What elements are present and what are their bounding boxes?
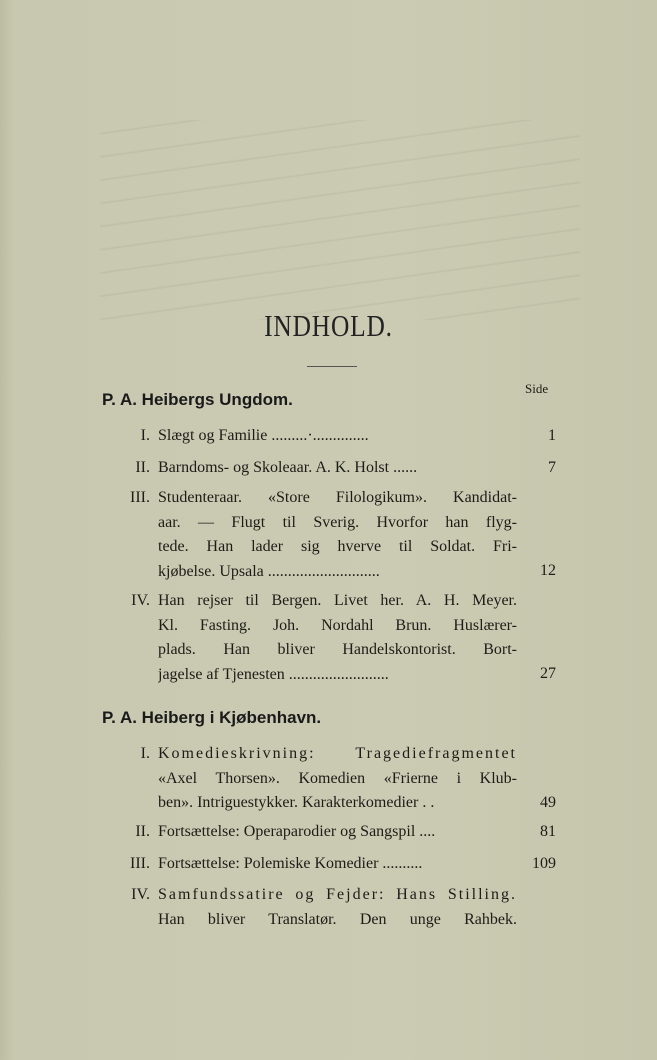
- side-column-label: Side: [525, 381, 549, 396]
- page-number: 27: [540, 665, 556, 682]
- chapter-number: I.: [140, 427, 150, 444]
- chapter-line: aar. — Flugt til Sverig. Hvorfor han flyg-: [158, 513, 517, 531]
- chapter-line: Fortsættelse: Operaparodier og Sangspil ....: [158, 823, 436, 840]
- page-number: 109: [532, 855, 556, 872]
- chapter-line: Barndoms- og Skoleaar. A. K. Holst ......: [158, 459, 418, 476]
- chapter-number: III.: [130, 855, 150, 872]
- chapter-number: II.: [135, 823, 150, 840]
- chapter-line: ben». Intriguestykker. Karakterkomedier . .: [158, 794, 435, 811]
- chapter-title: [158, 456, 517, 481]
- chapter-title: [158, 852, 517, 877]
- chapter-title: [158, 883, 517, 932]
- show-through-texture: [100, 120, 580, 320]
- chapter-title: [158, 820, 517, 845]
- title-rule: [307, 366, 357, 367]
- chapter-line: Slægt og Familie .........·..............: [158, 427, 369, 444]
- chapter-line: plads. Han bliver Handelskontorist. Bort-: [158, 641, 517, 658]
- chapter-title: [158, 589, 517, 687]
- page-number: 12: [540, 562, 556, 579]
- chapter-line: Han bliver Translatør. Den unge Rahbek.: [158, 910, 517, 928]
- chapter-line: Fortsættelse: Polemiske Komedier ..........: [158, 855, 423, 872]
- chapter-line: Kl. Fasting. Joh. Nordahl Brun. Huslærer-: [158, 616, 517, 634]
- chapter-number: I.: [140, 745, 150, 762]
- chapter-line: kjøbelse. Upsala ............................: [158, 562, 380, 580]
- chapter-number: IV.: [131, 886, 150, 903]
- part-heading-1: P. A. Heibergs Ungdom.: [102, 390, 293, 409]
- chapter-line: jagelse af Tjenesten .........................: [158, 665, 389, 683]
- chapter-line: «Axel Thorsen». Komedien «Frierne i Klub-: [158, 769, 517, 787]
- page-number: 1: [548, 427, 556, 444]
- chapter-line: Samfundssatire og Fejder: Hans Stilling.: [158, 886, 517, 903]
- chapter-number: II.: [135, 459, 150, 476]
- page-title: INDHOLD.: [264, 308, 393, 343]
- chapter-title: [158, 742, 517, 816]
- page-number: 81: [540, 823, 556, 840]
- page-number: 49: [540, 794, 556, 811]
- chapter-line: Studenteraar. «Store Filologikum». Kandidat-: [158, 489, 517, 506]
- part-heading-2: P. A. Heiberg i Kjøbenhavn.: [102, 708, 322, 727]
- chapter-line: Komedieskrivning: Tragediefragmentet: [158, 745, 517, 762]
- page-number: 7: [548, 459, 556, 476]
- chapter-line: Han rejser til Bergen. Livet her. A. H. Meyer.: [158, 592, 517, 609]
- chapter-line: tede. Han lader sig hverve til Soldat. Fri-: [158, 538, 517, 555]
- chapter-title: [158, 424, 517, 449]
- chapter-number: III.: [130, 489, 150, 506]
- chapter-title: [158, 486, 517, 584]
- chapter-number: IV.: [131, 592, 150, 609]
